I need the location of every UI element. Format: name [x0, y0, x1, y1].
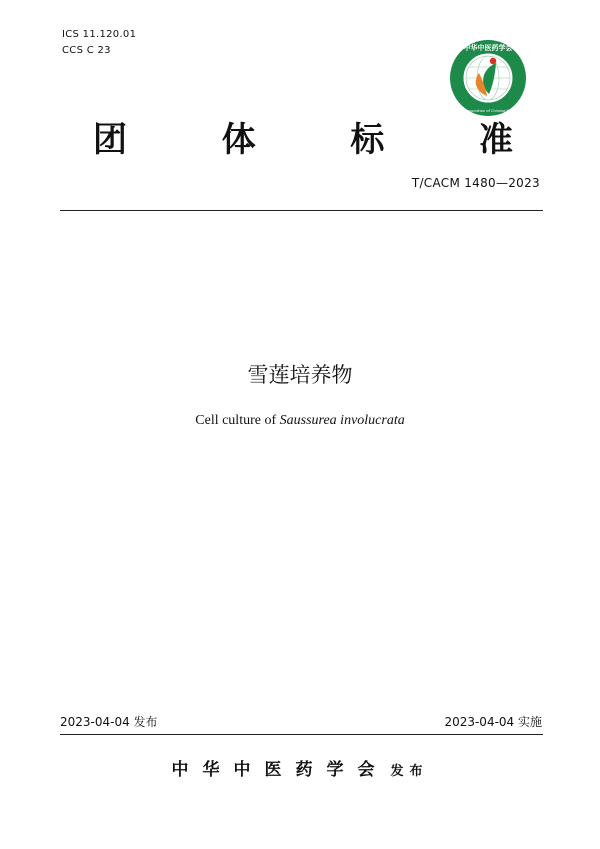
english-title-plain: Cell culture of — [195, 413, 280, 428]
bottom-divider — [60, 734, 543, 735]
chinese-title: 雪莲培养物 — [247, 363, 353, 387]
association-seal-icon — [449, 39, 527, 117]
ics-code: ICS 11.120.01 — [62, 29, 137, 40]
publisher-line — [0, 762, 600, 779]
standard-type-char: 准 — [478, 120, 513, 160]
publish-label: 发布 — [390, 764, 429, 779]
standard-type-title — [88, 118, 518, 162]
standard-type-char: 体 — [221, 120, 256, 160]
seal-text-top: 中华中医药学会 — [463, 44, 513, 52]
issue-date: 2023-04-04 发布 — [60, 715, 158, 729]
effective-date: 2023-04-04 实施 — [444, 715, 542, 729]
top-divider — [60, 210, 543, 211]
ccs-code: CCS C 23 — [62, 45, 111, 56]
standard-code: T/CACM 1480—2023 — [411, 176, 540, 190]
standard-type-char: 团 — [93, 120, 127, 160]
seal-text-ring: China Association of Chinese Medicine — [453, 109, 523, 113]
english-title — [0, 414, 600, 428]
publisher-name: 中华中医药学会 — [171, 760, 389, 780]
english-title-species: Saussurea involucrata — [279, 413, 405, 428]
standard-type-char: 标 — [350, 120, 385, 160]
